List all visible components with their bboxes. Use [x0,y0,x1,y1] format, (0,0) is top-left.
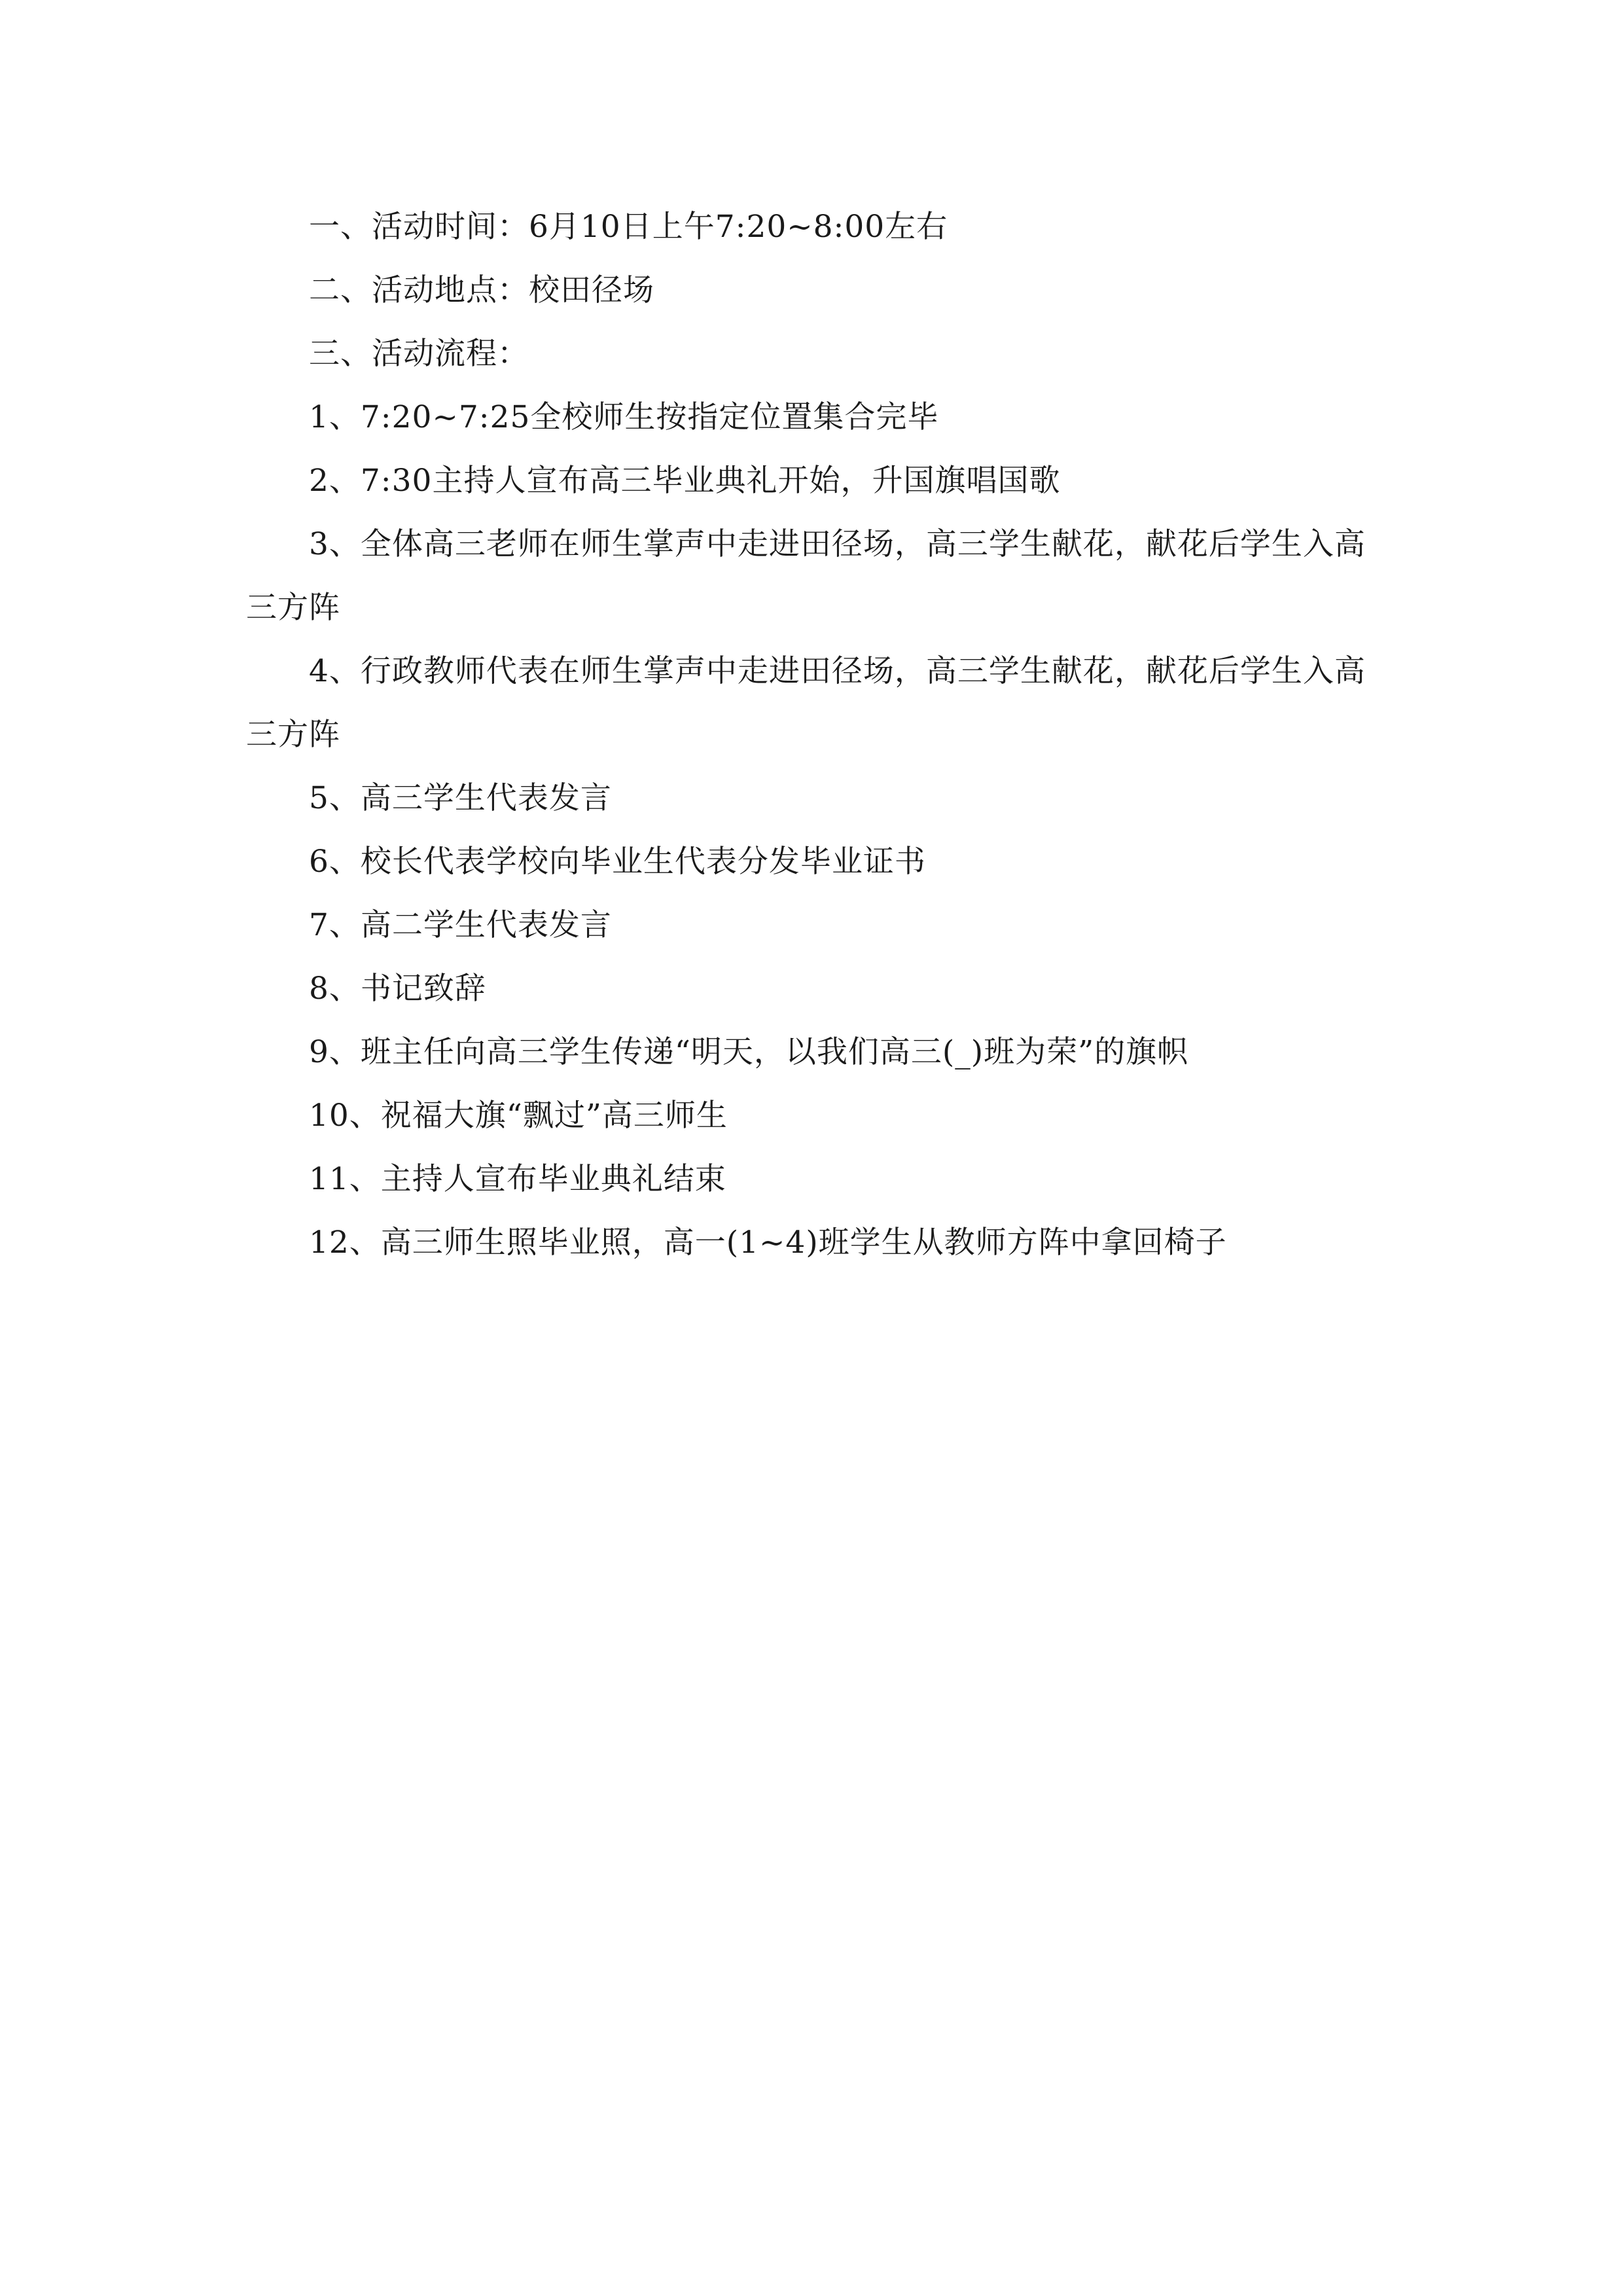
process-step-6: 6、校长代表学校向毕业生代表分发毕业证书 [309,844,926,880]
paragraph-activity-time: 一、活动时间：6月10日上午7:20~8:00左右 [309,209,948,245]
paragraph-activity-process-heading: 三、活动流程： [309,336,529,372]
process-step-4: 4、行政教师代表在师生掌声中走进田径场，高三学生献花，献花后学生入高三方阵 [246,653,1366,753]
process-step-8: 8、书记致辞 [309,971,486,1007]
process-step-2: 2、7:30主持人宣布高三毕业典礼开始，升国旗唱国歌 [309,463,1061,499]
process-step-3: 3、全体高三老师在师生掌声中走进田径场，高三学生献花，献花后学生入高三方阵 [246,526,1366,626]
paragraph-activity-location: 二、活动地点：校田径场 [309,272,654,308]
process-step-10: 10、祝福大旗“飘过”高三师生 [309,1098,728,1134]
process-step-11: 11、主持人宣布毕业典礼结束 [309,1161,726,1197]
process-step-1: 1、7:20~7:25全校师生按指定位置集合完毕 [309,399,939,435]
document-body [246,195,1385,1274]
process-step-12: 12、高三师生照毕业照，高一(1~4)班学生从教师方阵中拿回椅子 [309,1225,1227,1261]
process-step-7: 7、高二学生代表发言 [309,907,612,943]
process-step-5: 5、高三学生代表发言 [309,780,612,816]
process-step-9: 9、班主任向高三学生传递“明天，以我们高三(_)班为荣”的旗帜 [309,1034,1189,1070]
